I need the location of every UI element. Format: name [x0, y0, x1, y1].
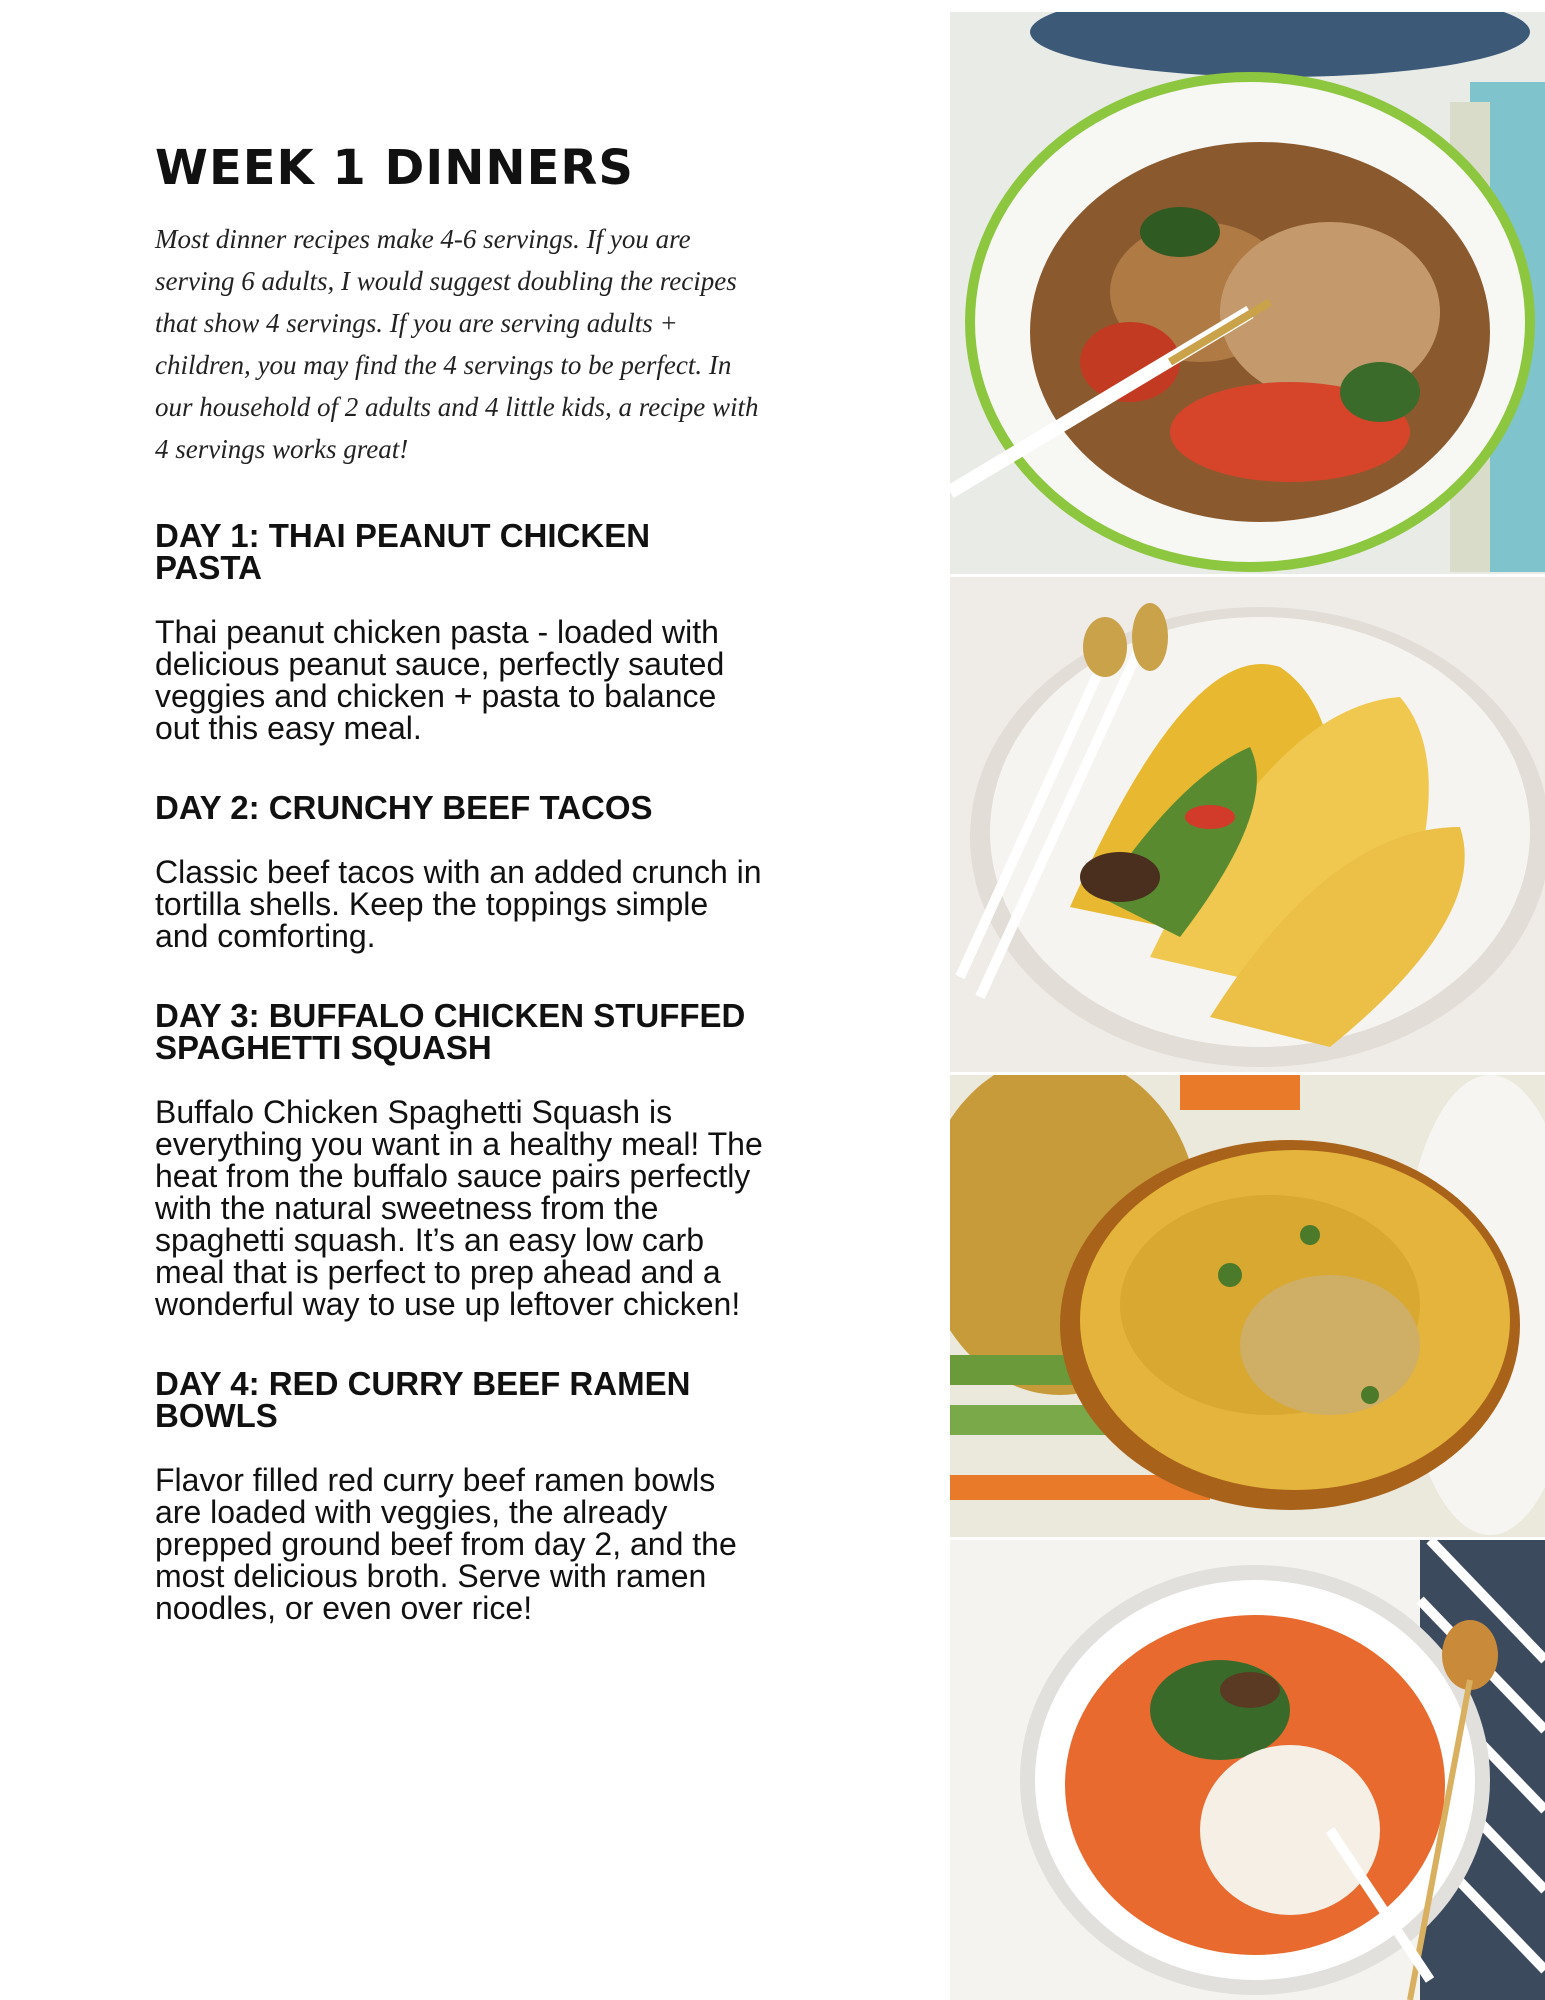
day-2-title: DAY 2: CRUNCHY BEEF TACOS	[155, 789, 653, 826]
page-title: WEEK 1 DINNERS	[155, 140, 634, 196]
intro-paragraph: Most dinner recipes make 4-6 servings. If you are serving 6 adults, I would suggest doubling the recipes that show 4 servings. If you are serving adults + children, you may find the 4 servings to be perfect. In our household of 2 adults and 4 little kids, a recipe with 4 servings works great!	[155, 224, 759, 464]
day-1-title: DAY 1: THAI PEANUT CHICKEN PASTA	[155, 517, 651, 586]
day-3-description: Buffalo Chicken Spaghetti Squash is everything you want in a healthy meal! The heat from the buffalo sauce pairs perfectly with the natural sweetness from the spaghetti squash. It’s an easy low carb meal that is perfect to prep ahead and a wonderful way to use up leftover chicken!	[155, 1094, 763, 1322]
photo-column	[950, 12, 1545, 2000]
day-1-description: Thai peanut chicken pasta - loaded with delicious peanut sauce, perfectly sauted veggies and chicken + pasta to balance out this easy meal.	[155, 614, 725, 746]
day-2-description: Classic beef tacos with an added crunch in tortilla shells. Keep the toppings simple and comforting.	[155, 854, 762, 954]
day-4-title: DAY 4: RED CURRY BEEF RAMEN BOWLS	[155, 1365, 691, 1434]
spaghetti-squash-photo	[950, 1075, 1545, 1537]
text-column	[155, 140, 765, 1624]
beef-tacos-photo	[950, 577, 1545, 1072]
thai-peanut-pasta-photo	[950, 12, 1545, 574]
day-4-description: Flavor filled red curry beef ramen bowls are loaded with veggies, the already prepped ground beef from day 2, and the most delicious broth. Serve with ramen noodles, or even over rice!	[155, 1462, 737, 1626]
ramen-bowl-photo	[950, 1540, 1545, 2000]
day-3-title: DAY 3: BUFFALO CHICKEN STUFFED SPAGHETTI SQUASH	[155, 997, 746, 1066]
